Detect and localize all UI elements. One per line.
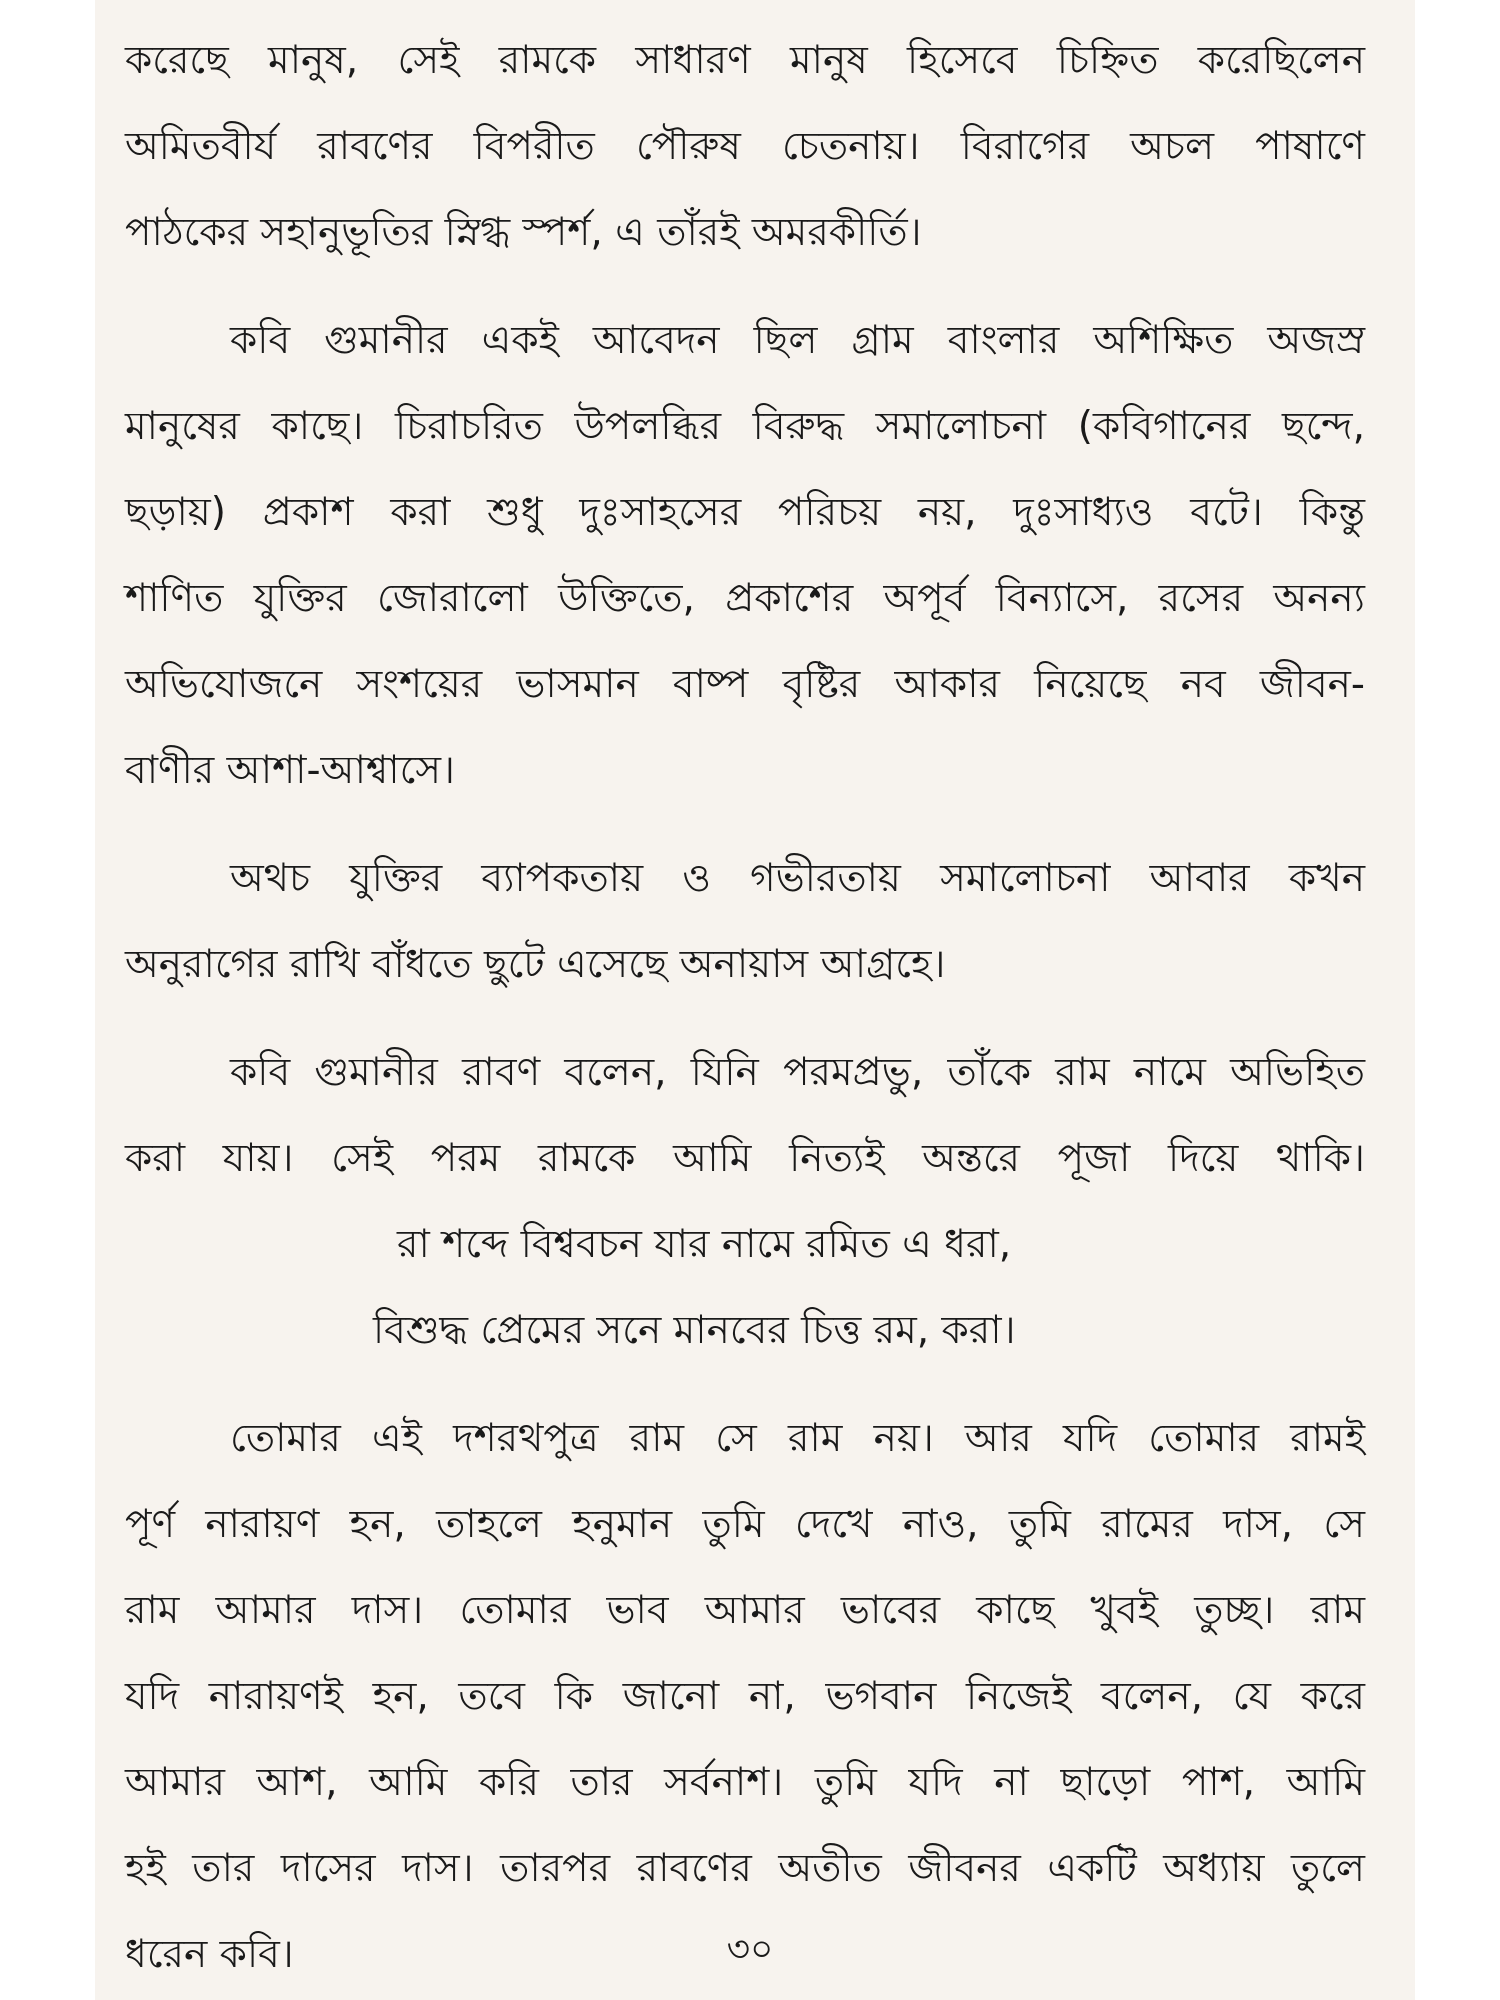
text-line: কবি গুমানীর রাবণ বলেন, যিনি পরমপ্রভু, তাঁকে রাম নামে অভিহিত (230, 1050, 1365, 1095)
text-line: পাঠকের সহানুভূতির স্নিগ্ধ স্পর্শ, এ তাঁরই অমরকীর্তি। (125, 210, 922, 255)
paragraph-2 (125, 298, 1365, 814)
verse-line: বিশুদ্ধ প্রেমের সনে মানবের চিত্ত রম, করা। (373, 1308, 1016, 1353)
page-number: ৩০ (726, 1929, 774, 1970)
text-line: অনুরাগের রাখি বাঁধতে ছুটে এসেছে অনায়াস আগ্রহে। (125, 942, 946, 987)
paragraph-1 (125, 18, 1365, 276)
text-line: পূর্ণ নারায়ণ হন, তাহলে হনুমান তুমি দেখে নাও, তুমি রামের দাস, সে (125, 1502, 1365, 1547)
verse-line: রা শব্দে বিশ্ববচন যার নামে রমিত এ ধরা, (397, 1222, 1012, 1267)
text-line: অথচ যুক্তির ব্যাপকতায় ও গভীরতায় সমালোচনা আবার কখন (230, 856, 1365, 901)
text-line: আমার আশ, আমি করি তার সর্বনাশ। তুমি যদি না ছাড়ো পাশ, আমি (125, 1760, 1365, 1805)
text-line: করেছে মানুষ, সেই রামকে সাধারণ মানুষ হিসেবে চিহ্নিত করেছিলেন (125, 38, 1365, 83)
text-line: ধরেন কবি। (125, 1932, 294, 1977)
verse-block (125, 1202, 1365, 1374)
text-line: শাণিত যুক্তির জোরালো উক্তিতে, প্রকাশের অপূর্ব বিন্যাসে, রসের অনন্য (125, 576, 1365, 621)
text-line: ছড়ায়) প্রকাশ করা শুধু দুঃসাহসের পরিচয় নয়, দুঃসাধ্যও বটে। কিন্তু (125, 490, 1365, 535)
text-line: করা যায়। সেই পরম রামকে আমি নিত্যই অন্তরে পূজা দিয়ে থাকি। (125, 1136, 1365, 1181)
text-line: তোমার এই দশরথপুত্র রাম সে রাম নয়। আর যদি তোমার রামই (230, 1416, 1365, 1461)
paragraph-5 (125, 1396, 1365, 1998)
text-line: অভিযোজনে সংশয়ের ভাসমান বাষ্প বৃষ্টির আকার নিয়েছে নব জীবন- (125, 662, 1365, 707)
text-line: অমিতবীর্য রাবণের বিপরীত পৌরুষ চেতনায়। বিরাগের অচল পাষাণে (125, 124, 1365, 169)
text-line: যদি নারায়ণই হন, তবে কি জানো না, ভগবান নিজেই বলেন, যে করে (125, 1674, 1365, 1719)
paragraph-3 (125, 836, 1365, 1008)
text-line: বাণীর আশা-আশ্বাসে। (125, 748, 456, 793)
text-line: মানুষের কাছে। চিরাচরিত উপলব্ধির বিরুদ্ধ সমালোচনা (কবিগানের ছন্দে, (125, 404, 1365, 449)
text-line: রাম আমার দাস। তোমার ভাব আমার ভাবের কাছে খুবই তুচ্ছ। রাম (125, 1588, 1365, 1633)
page-body (125, 18, 1365, 1998)
text-line: কবি গুমানীর একই আবেদন ছিল গ্রাম বাংলার অশিক্ষিত অজস্র (230, 318, 1365, 363)
text-line: হই তার দাসের দাস। তারপর রাবণের অতীত জীবনর একটি অধ্যায় তুলে (125, 1846, 1365, 1891)
paragraph-4 (125, 1030, 1365, 1202)
